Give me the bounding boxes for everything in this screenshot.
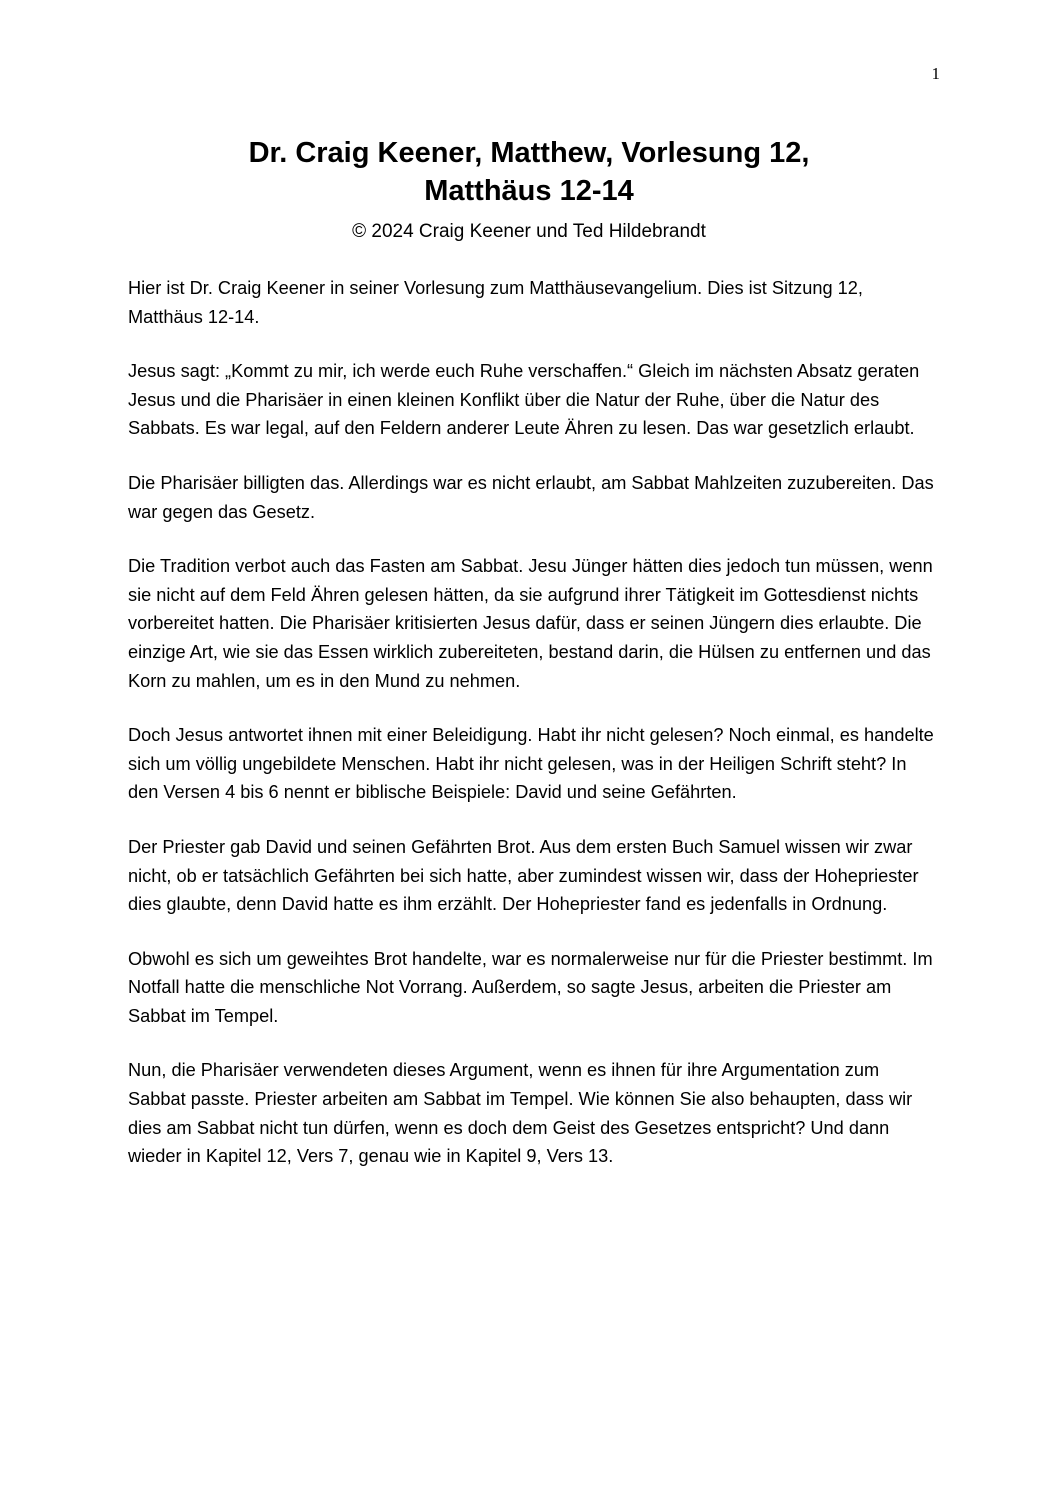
- title-line-1: Dr. Craig Keener, Matthew, Vorlesung 12,: [248, 137, 810, 169]
- paragraph: Der Priester gab David und seinen Gefährten Brot. Aus dem ersten Buch Samuel wissen wir zwar nicht, ob er tatsächlich Gefährten bei sich hatte, aber zumindest wissen wir, dass der Hohepriester dies glaubte, denn David hatte es ihm erzählt. Der Hohepriester fand es jedenfalls in Ordnung.: [128, 836, 919, 915]
- paragraph: Doch Jesus antwortet ihnen mit einer Beleidigung. Habt ihr nicht gelesen? Noch einmal, es handelte sich um völlig ungebildete Menschen. Habt ihr nicht gelesen, was in der Heiligen Schrift steht? In den Versen 4 bis 6 nennt er biblische Beispiele: David und seine Gefährten.: [128, 725, 934, 803]
- paragraph: Jesus sagt: „Kommt zu mir, ich werde euch Ruhe verschaffen.“ Gleich im nächsten Absatz geraten Jesus und die Pharisäer in einen kleinen Konflikt über die Natur der Ruhe, über die Natur des Sabbats. Es war legal, auf den Feldern anderer Leute Ähren zu lesen. Das war gesetzlich erlaubt.: [128, 361, 920, 439]
- paragraph: Die Tradition verbot auch das Fasten am Sabbat. Jesu Jünger hätten dies jedoch tun müssen, wenn sie nicht auf dem Feld Ähren gelesen hätten, da sie aufgrund ihrer Tätigkeit im Gottesdienst nichts vorbereitet hatten. Die Pharisäer kritisierten Jesus dafür, dass er seinen Jüngern dies erlaubte. Die einzige Art, wie sie das Essen wirklich zubereiteten, bestand darin, die Hülsen zu entfernen und das Korn zu mahlen, um es in den Mund zu nehmen.: [128, 556, 933, 691]
- paragraph: Nun, die Pharisäer verwendeten dieses Argument, wenn es ihnen für ihre Argumentation zum Sabbat passte. Priester arbeiten am Sabbat im Tempel. Wie können Sie also behaupten, dass wir dies am Sabbat nicht tun dürfen, wenn es doch dem Geist des Gesetzes entspricht? Und dann wieder in Kapitel 12, Vers 7, genau wie in Kapitel 9, Vers 13.: [128, 1060, 913, 1167]
- copyright-notice: © 2024 Craig Keener und Ted Hildebrandt: [352, 221, 706, 242]
- paragraph: Obwohl es sich um geweihtes Brot handelte, war es normalerweise nur für die Priester bestimmt. Im Notfall hatte die menschliche Not Vorrang. Außerdem, so sagte Jesus, arbeiten die Priester am Sabbat im Tempel.: [128, 948, 933, 1026]
- paragraph: Hier ist Dr. Craig Keener in seiner Vorlesung zum Matthäusevangelium. Dies ist Sitzung 12, Matthäus 12-14.: [128, 278, 863, 327]
- body-text: [128, 274, 940, 1197]
- document-title: [100, 134, 958, 210]
- paragraph: Die Pharisäer billigten das. Allerdings war es nicht erlaubt, am Sabbat Mahlzeiten zuzubereiten. Das war gegen das Gesetz.: [128, 472, 934, 522]
- title-line-2: Matthäus 12-14: [424, 175, 634, 207]
- page-number: 1: [931, 64, 940, 83]
